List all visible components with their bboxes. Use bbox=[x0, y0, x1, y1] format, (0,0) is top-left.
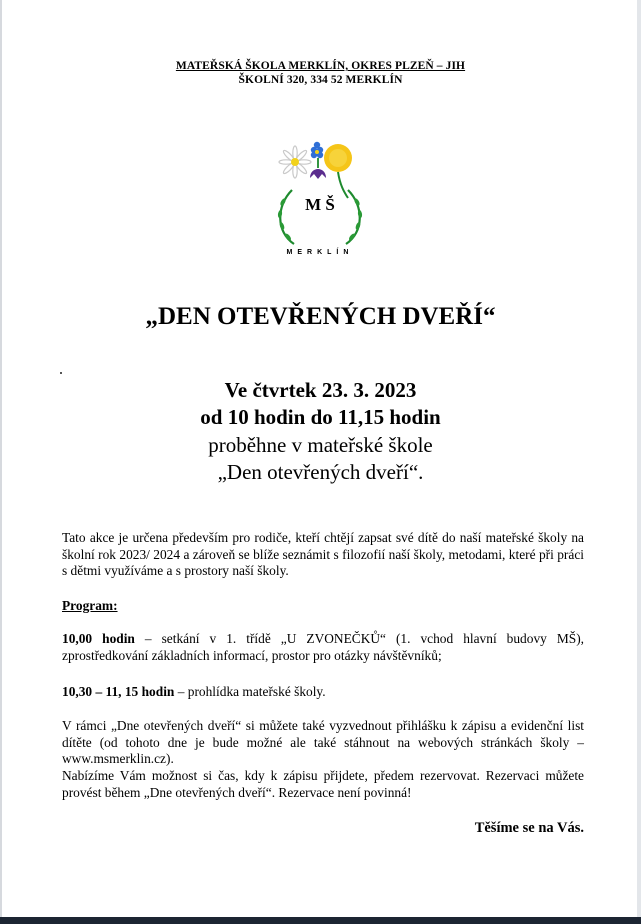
logo-town: MERKLÍN bbox=[286, 249, 354, 256]
program-item-2-text: – prohlídka mateřské školy. bbox=[174, 684, 326, 699]
viewer-bottom-bar bbox=[0, 917, 641, 924]
program-item-2 bbox=[62, 684, 584, 701]
school-logo bbox=[270, 140, 370, 258]
logo-initials: M Š bbox=[305, 195, 335, 214]
program-item-1-time: 10,00 hodin bbox=[62, 631, 135, 646]
forget-me-not-icon bbox=[311, 142, 323, 158]
daisy-icon bbox=[279, 146, 311, 178]
bellflower-icon bbox=[310, 158, 326, 179]
reservation-note: Nabízíme Vám možnost si čas, kdy k zápisu přijdete, předem rezervovat. Rezervaci můžete provést během „Dne otevřených dveří“. Rezervace není povinná! bbox=[62, 768, 584, 800]
school-address-header: ŠKOLNÍ 320, 334 52 MERKLÍN bbox=[238, 74, 403, 86]
program-heading: Program: bbox=[62, 598, 118, 613]
school-name-header: MATEŘSKÁ ŠKOLA MERKLÍN, OKRES PLZEŇ – JIH bbox=[175, 60, 466, 72]
event-date: Ve čtvrtek 23. 3. 2023 bbox=[224, 378, 417, 402]
program-item-2-time: 10,30 – 11, 15 hodin bbox=[62, 684, 175, 699]
event-name: „Den otevřených dveří“. bbox=[217, 460, 424, 484]
application-note: V rámci „Dne otevřených dveří“ si můžete také vyzvednout přihlášku k zápisu a evidenční list dítěte (od tohoto dne je bude možné ale také stáhnout na webových stránkách školy – www.msmerklin.cz). bbox=[62, 718, 584, 766]
dandelion-icon bbox=[324, 144, 352, 198]
event-time: od 10 hodin do 11,15 hodin bbox=[200, 405, 441, 429]
scan-speck bbox=[60, 372, 62, 374]
page-title: „DEN OTEVŘENÝCH DVEŘÍ“ bbox=[145, 303, 496, 330]
closing-line: Těšíme se na Vás. bbox=[474, 820, 584, 836]
event-place: proběhne v mateřské škole bbox=[208, 433, 433, 457]
program-item-1-text: – setkání v 1. třídě „U ZVONEČKŮ“ (1. vchod hlavní budovy MŠ), zprostředkování základních informací, prostor pro otázky návštěvníků; bbox=[62, 631, 584, 663]
program-item-1 bbox=[62, 631, 584, 664]
intro-paragraph: Tato akce je určena především pro rodiče, kteří chtějí zapsat své dítě do naší mateřské školy na školní rok 2023/ 2024 a zároveň se blíže seznámit s filozofií naší školy, metodami, které při práci s dětmi využíváme a s prostory naší školy. bbox=[62, 530, 584, 578]
